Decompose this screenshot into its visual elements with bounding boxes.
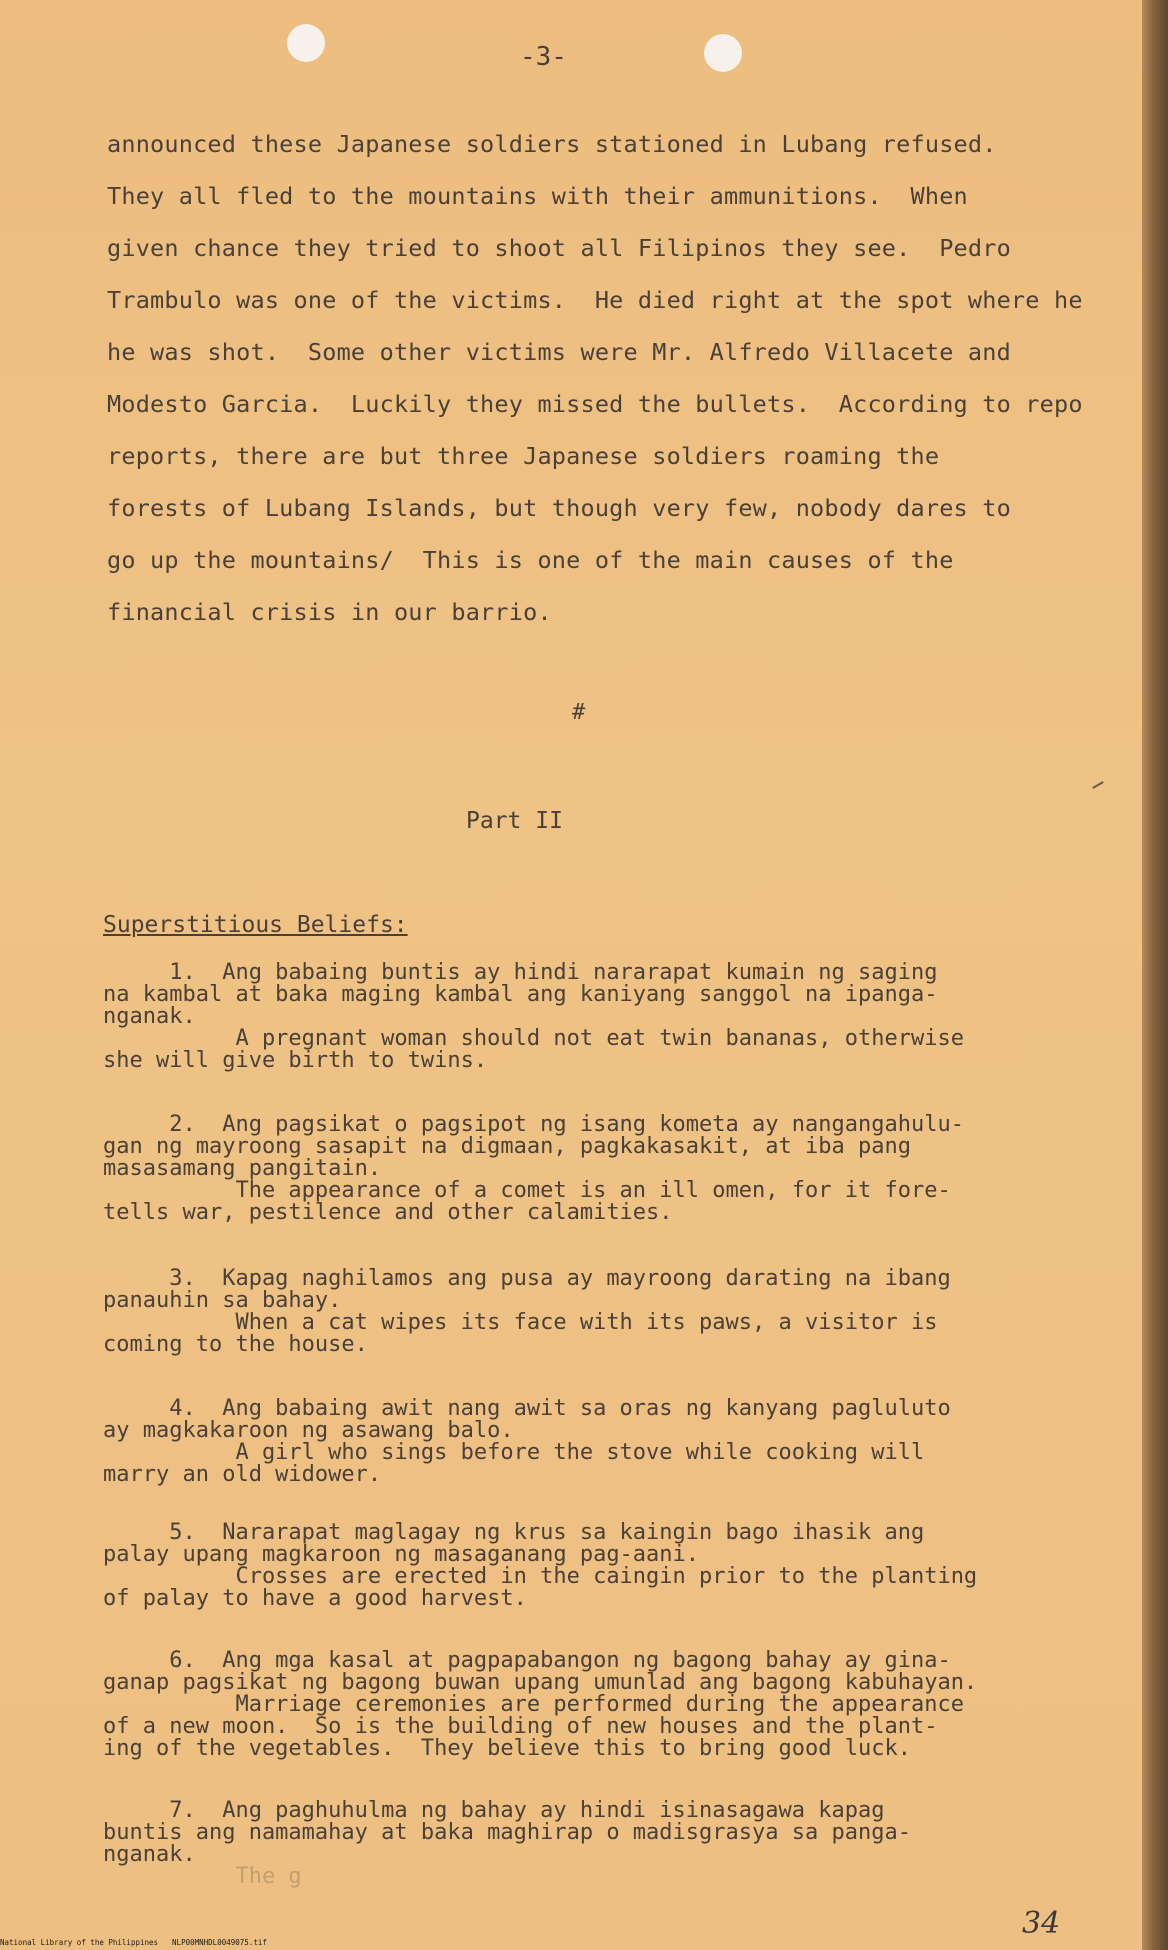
- belief-line: nganak.: [103, 1842, 196, 1867]
- section-separator: #: [572, 700, 586, 725]
- history-paragraph: [107, 118, 1083, 638]
- belief-line: tells war, pestilence and other calamities.: [103, 1200, 673, 1225]
- belief-line: Marriage ceremonies are performed during the appearance: [103, 1692, 964, 1717]
- paragraph-line: Modesto Garcia. Luckily they missed the bullets. According to repo: [107, 390, 1083, 418]
- belief-line: When a cat wipes its face with its paws, a visitor is: [103, 1310, 938, 1335]
- section-heading: Superstitious Beliefs:: [103, 912, 408, 938]
- pencil-mark: [1092, 781, 1103, 789]
- belief-line: 6. Ang mga kasal at pagpapabangon ng bagong bahay ay gina-: [103, 1648, 951, 1673]
- belief-line: gan ng mayroong sasapit na digmaan, pagkakasakit, at iba pang: [103, 1134, 911, 1159]
- page-edge-shadow: [1142, 0, 1168, 1950]
- paragraph-line: go up the mountains/ This is one of the main causes of the: [107, 546, 954, 574]
- belief-line: buntis ang namamahay at baka maghirap o madisgrasya sa panga-: [103, 1820, 911, 1845]
- belief-item: [103, 1800, 911, 1888]
- belief-line: ganap pagsikat ng bagong buwan upang umunlad ang bagong kabuhayan.: [103, 1670, 978, 1695]
- scan-filename: NLP00MNHDL0049075.tif: [172, 1938, 267, 1947]
- belief-item: [103, 1522, 977, 1610]
- belief-line: of a new moon. So is the building of new houses and the plant-: [103, 1714, 938, 1739]
- paragraph-line: announced these Japanese soldiers stationed in Lubang refused.: [107, 130, 997, 158]
- belief-line: she will give birth to twins.: [103, 1048, 488, 1073]
- belief-line: 2. Ang pagsikat o pagsipot ng isang kometa ay nangangahulu-: [103, 1112, 964, 1137]
- belief-item: [103, 1268, 951, 1356]
- belief-item: [103, 962, 964, 1072]
- belief-line: coming to the house.: [103, 1332, 368, 1357]
- scan-footer: [0, 1938, 281, 1947]
- belief-line: masasamang pangitain.: [103, 1156, 382, 1181]
- paragraph-line: reports, there are but three Japanese soldiers roaming the: [107, 442, 940, 470]
- belief-line: na kambal at baka maging kambal ang kaniyang sanggol na ipanga-: [103, 982, 938, 1007]
- part-title: Part II: [466, 808, 563, 834]
- belief-line: 3. Kapag naghilamos ang pusa ay mayroong darating na ibang: [103, 1266, 951, 1291]
- belief-line: 5. Nararapat maglagay ng krus sa kaingin bago ihasik ang: [103, 1520, 925, 1545]
- paragraph-line: forests of Lubang Islands, but though very few, nobody dares to: [107, 494, 1011, 522]
- belief-item: [103, 1650, 977, 1760]
- belief-line: of palay to have a good harvest.: [103, 1586, 527, 1611]
- paragraph-line: Trambulo was one of the victims. He died right at the spot where he: [107, 286, 1083, 314]
- belief-line: palay upang magkaroon ng masaganang pag-aani.: [103, 1542, 700, 1567]
- belief-line: A girl who sings before the stove while cooking will: [103, 1440, 925, 1465]
- handwritten-page-number: 34: [1022, 1906, 1061, 1941]
- library-credit: National Library of the Philippines: [0, 1938, 159, 1947]
- belief-line: 1. Ang babaing buntis ay hindi nararapat kumain ng saging: [103, 960, 938, 985]
- page-number: -3-: [520, 42, 567, 72]
- belief-line: ing of the vegetables. They believe this to bring good luck.: [103, 1736, 911, 1761]
- punch-hole-left: [287, 24, 325, 62]
- paragraph-line: he was shot. Some other victims were Mr. Alfredo Villacete and: [107, 338, 1011, 366]
- belief-line: panauhin sa bahay.: [103, 1288, 342, 1313]
- belief-line: The g: [103, 1864, 302, 1889]
- belief-line: marry an old widower.: [103, 1462, 382, 1487]
- belief-line: 4. Ang babaing awit nang awit sa oras ng kanyang pagluluto: [103, 1396, 951, 1421]
- belief-line: Crosses are erected in the caingin prior to the planting: [103, 1564, 978, 1589]
- belief-item: [103, 1114, 964, 1224]
- belief-line: A pregnant woman should not eat twin bananas, otherwise: [103, 1026, 964, 1051]
- belief-line: The appearance of a comet is an ill omen, for it fore-: [103, 1178, 951, 1203]
- belief-line: 7. Ang paghuhulma ng bahay ay hindi isinasagawa kapag: [103, 1798, 885, 1823]
- belief-item: [103, 1398, 951, 1486]
- belief-line: ay magkakaroon ng asawang balo.: [103, 1418, 514, 1443]
- punch-hole-right: [704, 34, 742, 72]
- paragraph-line: They all fled to the mountains with their ammunitions. When: [107, 182, 968, 210]
- paragraph-line: financial crisis in our barrio.: [107, 598, 552, 626]
- belief-line: nganak.: [103, 1004, 196, 1029]
- paragraph-line: given chance they tried to shoot all Filipinos they see. Pedro: [107, 234, 1011, 262]
